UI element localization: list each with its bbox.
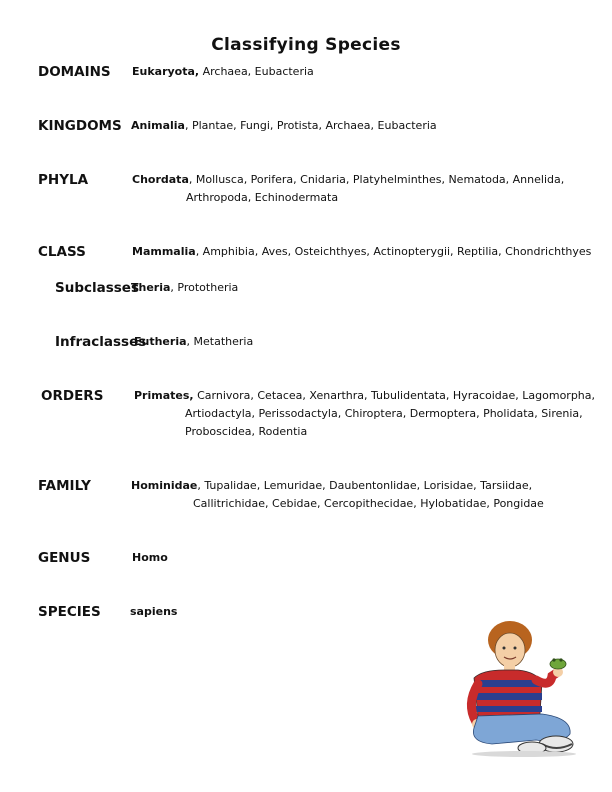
- other-taxa: Carnivora, Cetacea, Xenarthra, Tubulidentata, Hyracoidae, Lagomorpha,: [193, 389, 596, 402]
- eye: [503, 647, 506, 650]
- rank-entry-infraclasses: [134, 333, 253, 351]
- highlight-taxon: Primates,: [134, 389, 194, 402]
- rank-label-family: FAMILY: [38, 478, 91, 494]
- rank-label-orders: ORDERS: [41, 388, 104, 404]
- other-taxa: , Mollusca, Porifera, Cnidaria, Platyhelminthes, Nematoda, Annelida,: [188, 173, 565, 186]
- rank-entry-phyla: [132, 171, 564, 207]
- page-title: Classifying Species: [211, 35, 401, 55]
- face-shape: [495, 633, 525, 667]
- other-taxa: , Prototheria: [170, 281, 239, 294]
- rank-entry-genus: [132, 549, 168, 567]
- other-taxa: , Amphibia, Aves, Osteichthyes, Actinopterygii, Reptilia, Chondrichthyes: [195, 245, 592, 258]
- highlight-taxon: sapiens: [130, 605, 178, 618]
- ground-shadow: [472, 751, 576, 757]
- highlight-taxon: Eutheria: [134, 335, 187, 348]
- rank-label-domains: DOMAINS: [38, 64, 111, 80]
- highlight-taxon: Eukaryota,: [132, 65, 200, 78]
- highlight-taxon: Theria: [131, 281, 171, 294]
- shirt-stripe: [476, 706, 542, 712]
- other-taxa-continued: Proboscidea, Rodentia: [185, 425, 308, 438]
- highlight-taxon: Animalia: [131, 119, 185, 132]
- rank-entry-class: [132, 243, 591, 261]
- rank-label-phyla: PHYLA: [38, 172, 89, 188]
- rank-entry-orders: [134, 387, 595, 441]
- other-taxa: , Tupalidae, Lemuridae, Daubentonlidae, Lorisidae, Tarsiidae,: [197, 479, 533, 492]
- shirt-stripe: [476, 693, 542, 700]
- rank-entry-subclasses: [131, 279, 238, 297]
- rank-entry-species: [130, 603, 177, 621]
- other-taxa-continued: Arthropoda, Echinodermata: [186, 191, 339, 204]
- other-taxa: , Plantae, Fungi, Protista, Archaea, Eubacteria: [184, 119, 437, 132]
- rank-label-class: CLASS: [38, 244, 86, 260]
- frog-eye: [552, 658, 555, 661]
- other-taxa: Archaea, Eubacteria: [199, 65, 314, 78]
- rank-label-kingdoms: KINGDOMS: [38, 118, 122, 134]
- other-taxa-continued: Callitrichidae, Cebidae, Cercopithecidae, Hylobatidae, Pongidae: [193, 497, 544, 510]
- rank-entry-kingdoms: [131, 117, 437, 135]
- rank-label-species: SPECIES: [38, 604, 101, 620]
- highlight-taxon: Chordata: [132, 173, 189, 186]
- boy-with-frog-illustration: [452, 618, 582, 758]
- rank-entry-family: [131, 477, 544, 513]
- other-taxa-continued: Artiodactyla, Perissodactyla, Chiroptera, Dermoptera, Pholidata, Sirenia,: [185, 407, 583, 420]
- highlight-taxon: Hominidae: [131, 479, 198, 492]
- rank-label-subclasses: Subclasses: [55, 280, 139, 296]
- other-taxa: , Metatheria: [186, 335, 254, 348]
- rank-entry-domains: [132, 63, 314, 81]
- frog-eye: [559, 658, 562, 661]
- frog-icon: [550, 659, 566, 669]
- eye: [514, 647, 517, 650]
- rank-label-infraclasses: Infraclasses: [55, 334, 147, 350]
- rank-label-genus: GENUS: [38, 550, 91, 566]
- highlight-taxon: Mammalia: [132, 245, 196, 258]
- highlight-taxon: Homo: [132, 551, 168, 564]
